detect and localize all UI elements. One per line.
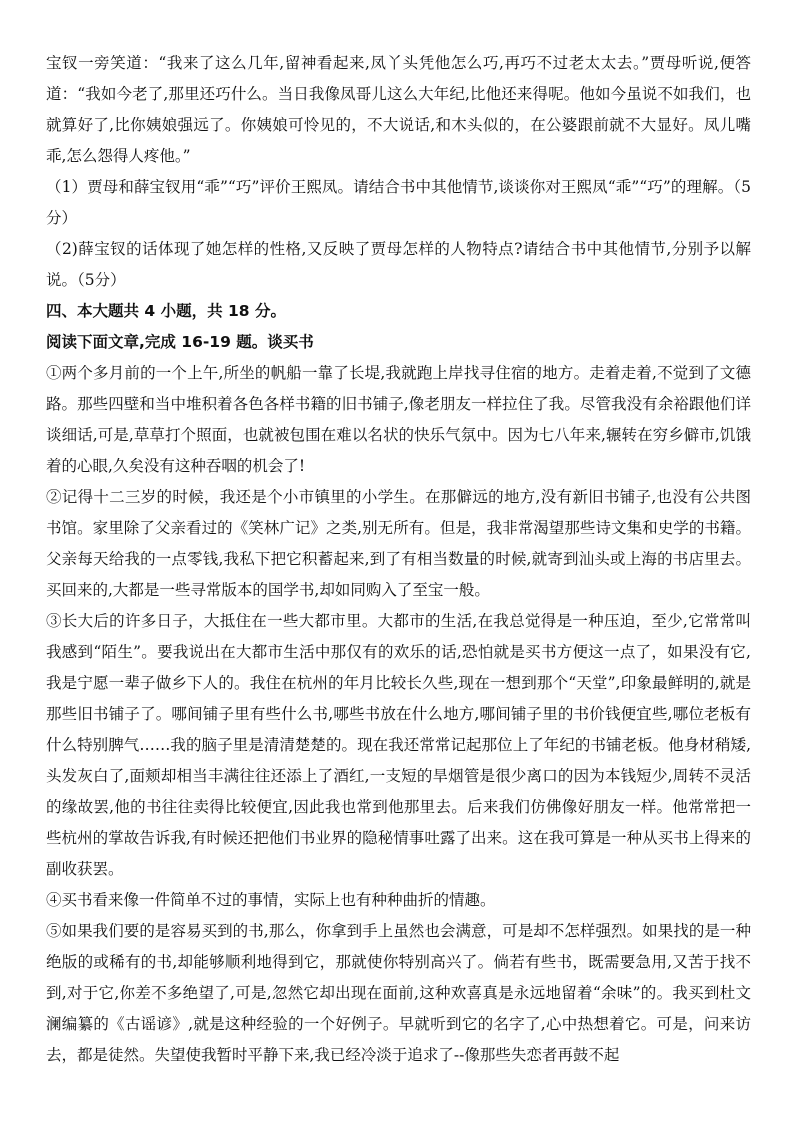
article-paragraph-2: ②记得十二三岁的时候，我还是个小市镇里的小学生。在那僻远的地方,没有新旧书铺子,也没有公共图书馆。家里除了父亲看过的《笑林广记》之类,别无所有。但是，我非常渴望那些诗文集和史学的书籍。父亲每天给我的一点零钱,我私下把它积蓄起来,到了有相当数量的时候,就寄到汕头或上海的书店里去。买回来的,大都是一些寻常版本的国学书,却如同购入了至宝一般。 xyxy=(46,488,751,599)
question-2: （2)薛宝钗的话体现了她怎样的性格,又反映了贾母怎样的人物特点?请结合书中其他情节,分别予以解说。（5分） xyxy=(46,240,751,289)
question-1: （1）贾母和薛宝钗用“乖”“巧”评价王熙凤。请结合书中其他情节,谈谈你对王熙凤“乖”“巧”的理解。（5分） xyxy=(46,178,751,227)
intro-paragraph: 宝钗一旁笑道：“我来了这么几年,留神看起来,凤丫头凭他怎么巧,再巧不过老太太去。”贾母听说,便答道：“我如今老了,那里还巧什么。当日我像凤哥儿这么大年纪,比他还来得呢。他如今虽说不如我们，也就算好了,比你姨娘强远了。你姨娘可怜见的，不大说话,和木头似的，在公婆跟前就不大显好。凤儿嘴乖,怎么怨得人疼他。” xyxy=(46,54,751,165)
reading-heading: 阅读下面文章,完成 16-19 题。谈买书 xyxy=(46,333,314,351)
article-paragraph-1: ①两个多月前的一个上午,所坐的帆船一靠了长堤,我就跑上岸找寻住宿的地方。走着走着,不觉到了文德路。那些四壁和当中堆积着各色各样书籍的旧书铺子,像老朋友一样拉住了我。尽管我没有余裕跟他们详谈细话,可是,草草打个照面，也就被包围在难以名状的快乐气氛中。因为七八年来,辗转在穷乡僻市,饥饿着的心眼,久矣没有这种吞咽的机会了! xyxy=(46,364,751,475)
article-paragraph-3: ③长大后的许多日子，大抵住在一些大都市里。大都市的生活,在我总觉得是一种压迫，至少,它常常叫我感到“陌生”。要我说出在大都市生活中那仅有的欢乐的话,恐怕就是买书方便这一点了，如果没有它,我是宁愿一辈子做乡下人的。我住在杭州的年月比较长久些,现在一想到那个“天堂”,印象最鲜明的,就是那些旧书铺子了。哪间铺子里有些什么书,哪些书放在什么地方,哪间铺子里的书价钱便宜些,哪位老板有什么特别脾气……我的脑子里是清清楚楚的。现在我还常常记起那位上了年纪的书铺老板。他身材稍矮,头发灰白了,面颊却相当丰满往往还添上了酒红,一支短的旱烟管是很少离口的因为本钱短少,周转不灵活的缘故罢,他的书往往卖得比较便宜,因此我也常到他那里去。后来我们仿佛像好朋友一样。他常常把一些杭州的掌故告诉我,有时候还把他们书业界的隐秘情事吐露了出来。这在我可算是一种从买书上得来的副收获罢。 xyxy=(46,612,751,878)
article-paragraph-4: ④买书看来像一件简单不过的事情，实际上也有种种曲折的情趣。 xyxy=(46,891,496,909)
article-paragraph-5: ⑤如果我们要的是容易买到的书,那么，你拿到手上虽然也会满意，可是却不怎样强烈。如果找的是一种绝版的或稀有的书,却能够顺利地得到它，那就使你特别高兴了。倘若有些书，既需要急用,又苦于找不到,对于它,你差不多绝望了,可是,忽然它却出现在面前,这种欢喜真是永远地留着“余味”的。我买到杜文澜编纂的《古谣谚》,就是这种经验的一个好例子。早就听到它的名字了,心中热想着它。可是，问来访去，都是徒然。失望使我暂时平静下来,我已经冷淡于追求了--像那些失恋者再鼓不起 xyxy=(46,922,751,1064)
section-heading: 四、本大题共 4 小题，共 18 分。 xyxy=(46,302,286,320)
document-page xyxy=(46,48,751,1108)
